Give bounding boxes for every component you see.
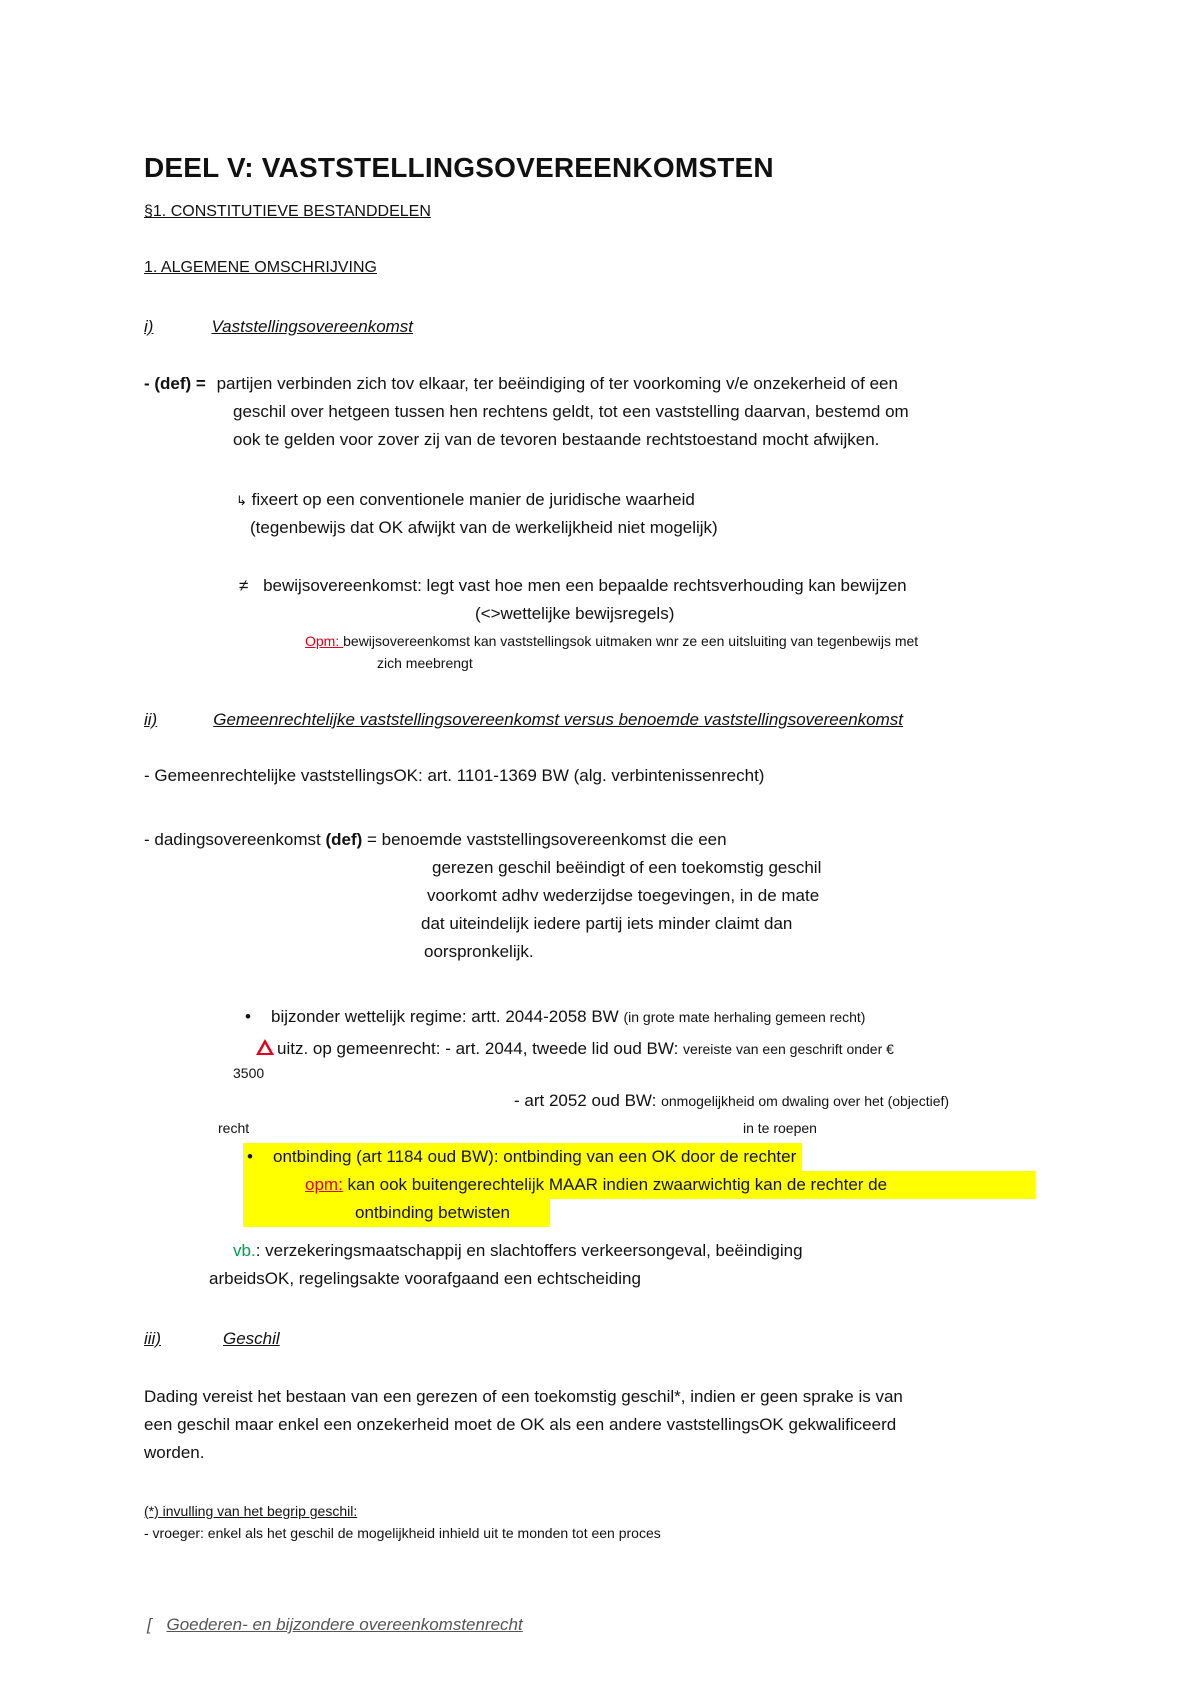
geschil-line-3: worden. xyxy=(144,1443,205,1462)
fixeert-text-1: fixeert op een conventionele manier de juridische waarheid xyxy=(251,490,695,509)
ontbinding-opm-text-2: ontbinding betwisten xyxy=(355,1203,511,1222)
dading-line-2: gerezen geschil beëindigt of een toekomstig geschil xyxy=(432,858,822,877)
opm-label: Opm: xyxy=(305,633,344,649)
regime-text: bijzonder wettelijk regime: artt. 2044-2058 BW xyxy=(271,1007,624,1026)
bewijs-line-1 xyxy=(239,572,907,600)
dading-line-1 xyxy=(144,826,727,854)
subsection-heading: 1. ALGEMENE OMSCHRIJVING xyxy=(144,259,377,276)
ontbinding-opm-line-2 xyxy=(243,1199,550,1227)
dading-line-5: oorspronkelijk. xyxy=(424,942,534,961)
footer-text: Goederen- en bijzondere overeenkomstenrecht xyxy=(166,1615,523,1634)
uitz-note: vereiste van een geschrift onder € xyxy=(683,1041,894,1057)
ontbinding-opm-text: kan ook buitengerechtelijk MAAR indien zwaarwichtig kan de rechter de xyxy=(342,1175,888,1194)
dading-lead: - dadingsovereenkomst xyxy=(144,830,326,849)
vb-text-1: : verzekeringsmaatschappij en slachtoffers verkeersongeval, beëindiging xyxy=(255,1241,803,1260)
definition-line-2: geschil over hetgeen tussen hen rechtens geldt, tot een vaststelling daarvan, bestemd om xyxy=(233,402,909,421)
part-iii-number: iii) xyxy=(144,1329,161,1348)
recht-word: recht xyxy=(218,1120,250,1136)
bullet-icon: • xyxy=(245,1007,251,1026)
ontbinding-opm-line xyxy=(243,1171,1035,1199)
ontbinding-line xyxy=(243,1143,802,1171)
regime-line xyxy=(245,1003,865,1031)
footer-bracket: [ xyxy=(147,1615,152,1634)
ontbinding-text: ontbinding (art 1184 oud BW): ontbinding van een OK door de rechter xyxy=(273,1147,797,1166)
ontbinding-opm-label: opm: xyxy=(305,1175,343,1194)
part-iii-heading xyxy=(144,1325,280,1353)
uitz-amount: 3500 xyxy=(233,1065,265,1081)
definition-text-1: partijen verbinden zich tov elkaar, ter beëindiging of ter voorkoming v/e onzekerheid of een xyxy=(216,374,898,393)
bewijs-opm-line-2: zich meebrengt xyxy=(377,655,473,671)
gemeenrechtelijk-line: - Gemeenrechtelijke vaststellingsOK: art. 1101-1369 BW (alg. verbintenissenrecht) xyxy=(144,766,765,785)
geschil-line-1: Dading vereist het bestaan van een gerezen of een toekomstig geschil*, indien er geen sprake is van xyxy=(144,1387,903,1406)
arrow-icon: ↳ xyxy=(236,493,247,508)
art2052-line xyxy=(514,1087,949,1115)
definition-line-3: ook te gelden voor zover zij van de tevoren bestaande rechtstoestand mocht afwijken. xyxy=(233,430,880,449)
fixeert-line-2: (tegenbewijs dat OK afwijkt van de werkelijkheid niet mogelijk) xyxy=(250,518,718,537)
bewijs-opm-text: bewijsovereenkomst kan vaststellingsok uitmaken wnr ze een uitsluiting van tegenbewijs met xyxy=(343,633,919,649)
geschil-line-2: een geschil maar enkel een onzekerheid moet de OK als een andere vaststellingsOK gekwalificeerd xyxy=(144,1415,897,1434)
warning-triangle-icon xyxy=(256,1039,274,1055)
art2052-note: onmogelijkheid om dwaling over het (objectief) xyxy=(661,1093,950,1109)
page-footer xyxy=(147,1611,549,1639)
in-te-roepen: in te roepen xyxy=(743,1120,817,1136)
part-i-heading xyxy=(144,313,413,341)
dading-line-4: dat uiteindelijk iedere partij iets minder claimt dan xyxy=(421,914,793,933)
bullet-icon: • xyxy=(247,1147,253,1166)
dading-line-3: voorkomt adhv wederzijdse toegevingen, in de mate xyxy=(427,886,820,905)
part-i-number: i) xyxy=(144,317,154,336)
dading-text-1: = benoemde vaststellingsovereenkomst die een xyxy=(362,830,727,849)
vb-label: vb. xyxy=(233,1241,256,1260)
footnote-title: (*) invulling van het begrip geschil: xyxy=(144,1503,358,1519)
part-i-title: Vaststellingsovereenkomst xyxy=(211,317,414,336)
dading-def: (def) xyxy=(325,830,363,849)
part-ii-title: Gemeenrechtelijke vaststellingsovereenkomst versus benoemde vaststellingsovereenkomst xyxy=(213,710,903,729)
art2052-text: - art 2052 oud BW: xyxy=(514,1091,662,1110)
regime-note: (in grote mate herhaling gemeen recht) xyxy=(623,1009,866,1025)
page-title: DEEL V: VASTSTELLINGSOVEREENKOMSTEN xyxy=(144,152,774,183)
vb-line-2: arbeidsOK, regelingsakte voorafgaand een echtscheiding xyxy=(209,1269,641,1288)
vb-line-1 xyxy=(233,1237,803,1265)
part-ii-heading xyxy=(144,706,903,734)
section-heading: §1. CONSTITUTIEVE BESTANDDELEN xyxy=(144,203,431,220)
bewijs-opm-line-1 xyxy=(305,630,918,652)
fixeert-line-1 xyxy=(236,486,695,515)
not-equal-icon: ≠ xyxy=(239,576,249,595)
definition-line-1 xyxy=(144,370,898,398)
definition-lead: - (def) = xyxy=(144,374,206,393)
uitz-text: uitz. op gemeenrecht: - art. 2044, tweede lid oud BW: xyxy=(277,1039,684,1058)
part-ii-number: ii) xyxy=(144,710,158,729)
part-iii-title: Geschil xyxy=(223,1329,280,1348)
uitz-line xyxy=(256,1035,894,1063)
bewijs-text-1: bewijsovereenkomst: legt vast hoe men een bepaalde rechtsverhouding kan bewijzen xyxy=(263,576,907,595)
bewijs-line-2: (<>wettelijke bewijsregels) xyxy=(475,604,675,623)
footnote-line-1: - vroeger: enkel als het geschil de mogelijkheid inhield uit te monden tot een proces xyxy=(144,1525,661,1541)
